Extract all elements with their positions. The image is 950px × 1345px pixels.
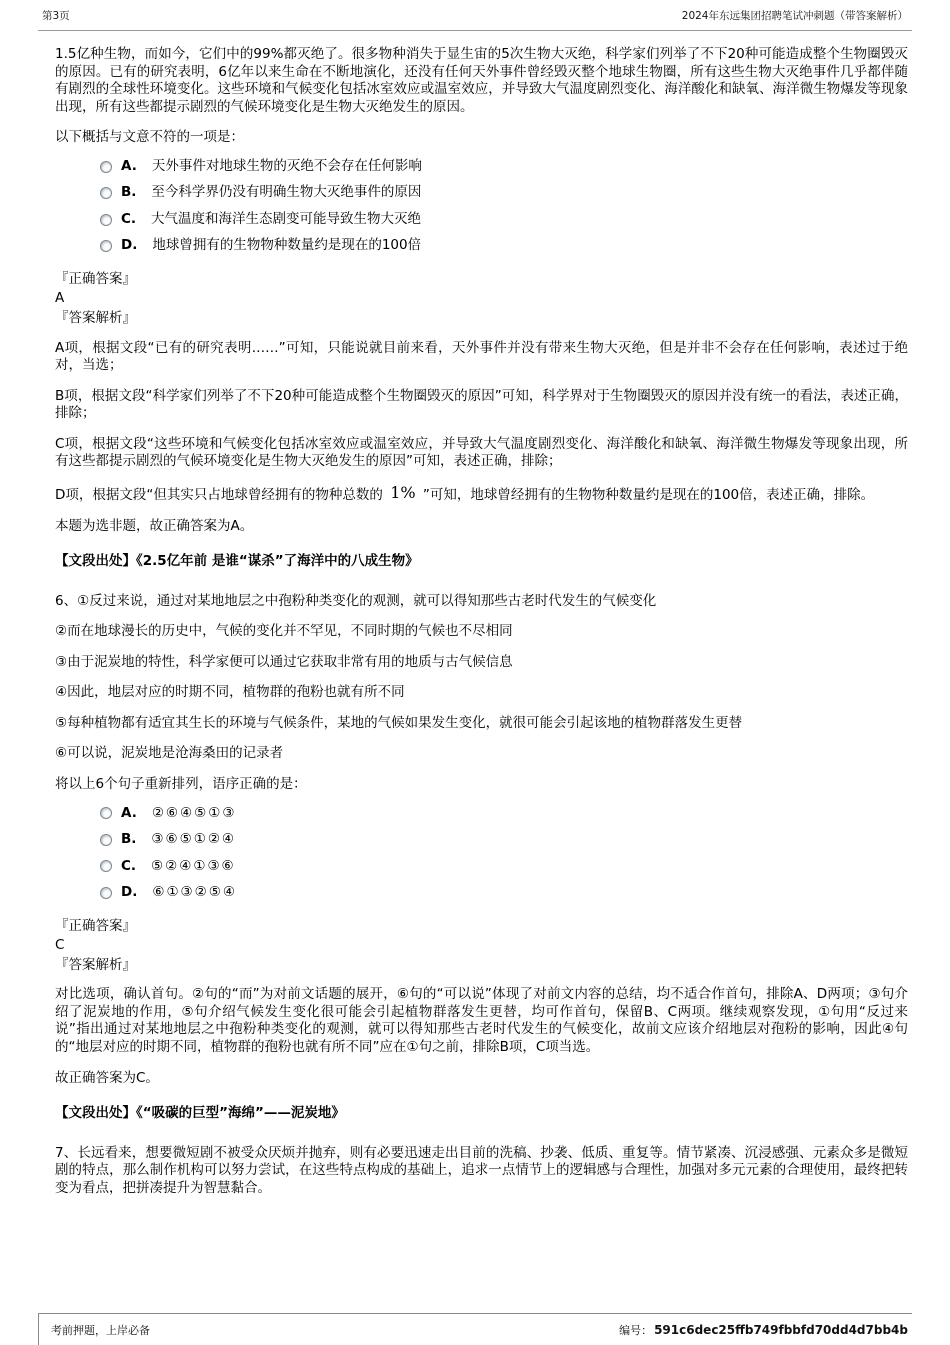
q5-analysis-a: A项，根据文段“已有的研究表明……”可知，只能说就目前来看，天外事件并没有带来生物大灭绝，但是并非不会存在任何影响，表述过于绝对，当选； bbox=[55, 339, 908, 374]
q5-analysis-c: C项，根据文段“这些环境和气候变化包括冰室效应或温室效应，并导致大气温度剧烈变化、海洋酸化和缺氧、海洋微生物爆发等现象出现，所有这些都提示剧烈的气候环境变化是生物大灭绝发生的原因”可知，表述正确，排除； bbox=[55, 435, 908, 470]
q6-sentence-1: 6、①反过来说，通过对某地地层之中孢粉种类变化的观测，就可以得知那些古老时代发生的气候变化 bbox=[55, 592, 657, 609]
q6-sentence-4: ④因此，地层对应的时期不同，植物群的孢粉也就有所不同 bbox=[55, 684, 405, 701]
q6-option-c-radio[interactable] bbox=[100, 860, 112, 872]
option-text: ⑤②④①③⑥ bbox=[151, 857, 236, 874]
q6-option-b-radio[interactable] bbox=[100, 834, 112, 846]
q5-option-c[interactable] bbox=[100, 211, 908, 229]
q5-analysis-d-post: ”可知，地球曾经拥有的生物物种数量约是现在的100倍，表述正确，排除。 bbox=[422, 486, 875, 503]
q6-source bbox=[55, 1105, 908, 1123]
page-footer bbox=[38, 1313, 912, 1345]
option-text: ③⑥⑤①②④ bbox=[151, 831, 237, 848]
q5-source-title: 《2.5亿年前 是谁“谋杀”了海洋中的八成生物》 bbox=[136, 553, 419, 570]
q6-options bbox=[55, 805, 908, 902]
option-text: 至今科学界仍没有明确生物大灭绝事件的原因 bbox=[151, 184, 422, 201]
option-label: A. bbox=[121, 804, 137, 821]
q6-option-a-radio[interactable] bbox=[100, 807, 112, 819]
option-text: ②⑥④⑤①③ bbox=[151, 804, 237, 821]
q5-passage: 1.5亿种生物，而如今，它们中的99%都灭绝了。很多物种消失于显生宙的5次生物大灭绝，科学家们列举了不下20种可能造成整个生物圈毁灭的原因。已有的研究表明，6亿年以来生命在不断地演化，还没有任何天外事件曾经毁灭整个地球生物圈，所有这些生物大灭绝事件几乎都伴随有剧烈的全球性环境变化。这些环境和气候变化包括冰室效应或温室效应，并导致大气温度剧烈变化、海洋酸化和缺氧、海洋微生物爆发等现象出现，所有这些都提示剧烈的气候环境变化是生物大灭绝发生的原因。 bbox=[55, 46, 908, 115]
q5-answer-value: A bbox=[55, 290, 65, 307]
q6-option-d[interactable] bbox=[100, 884, 908, 902]
page-header bbox=[38, 8, 912, 31]
q6-option-a[interactable] bbox=[100, 805, 908, 823]
q5-analysis-d-formula: 1% bbox=[390, 482, 416, 502]
q6-option-b[interactable] bbox=[100, 831, 908, 849]
page-number: 第3页 bbox=[42, 10, 70, 22]
q6-sentence-2: ②而在地球漫长的历史中，气候的变化并不罕见，不同时期的气候也不尽相同 bbox=[55, 623, 513, 640]
option-label: C. bbox=[121, 857, 137, 874]
q5-analysis-label: 『答案解析』 bbox=[55, 310, 136, 327]
option-label: C. bbox=[121, 210, 137, 227]
footer-slogan: 考前押题，上岸必备 bbox=[38, 1314, 162, 1345]
q6-sentence-6: ⑥可以说，泥炭地是沧海桑田的记录者 bbox=[55, 745, 284, 762]
q5-answer-label: 『正确答案』 bbox=[55, 270, 136, 287]
doc-serial bbox=[619, 1322, 912, 1338]
q6-option-c[interactable] bbox=[100, 858, 908, 876]
q5-option-b[interactable] bbox=[100, 184, 908, 202]
q5-stem: 以下概括与文意不符的一项是： bbox=[55, 129, 244, 146]
q5-analysis-d bbox=[55, 484, 908, 505]
q6-stem: 将以上6个句子重新排列，语序正确的是： bbox=[55, 776, 307, 793]
option-label: D. bbox=[121, 884, 138, 901]
option-text: 天外事件对地球生物的灭绝不会存在任何影响 bbox=[151, 157, 422, 174]
q6-option-d-radio[interactable] bbox=[100, 887, 112, 899]
q6-sentence-3: ③由于泥炭地的特性，科学家便可以通过它获取非常有用的地质与古气候信息 bbox=[55, 653, 513, 670]
q6-analysis: 对比选项，确认首句。②句的“而”为对前文话题的展开，⑥句的“可以说”体现了对前文内容的总结，均不适合作首句，排除A、D两项；③句介绍了泥炭地的作用，⑤句介绍气候发生变化很可能会引起植物群落发生更替，均可作首句，保留B、C两项。继续观察发现，①句用“反过来说”指出通过对某地地层之中孢粉种类变化的观测，就可以得知那些古老时代发生的气候变化，故前文应该介绍地层对孢粉的影响，因此④句的“地层对应的时期不同，植物群的孢粉也就有所不同”应在①句之前，排除B项，C项当选。 bbox=[55, 986, 908, 1056]
q6-conclusion: 故正确答案为C。 bbox=[55, 1069, 159, 1086]
option-label: B. bbox=[121, 184, 137, 201]
q5-conclusion: 本题为选非题，故正确答案为A。 bbox=[55, 517, 254, 534]
doc-serial-value: 591c6dec25ffb749fbbfd70dd4d7bb4b bbox=[654, 1322, 908, 1337]
q6-answer-value: C bbox=[55, 937, 65, 954]
q6-analysis-label: 『答案解析』 bbox=[55, 956, 136, 973]
document-body bbox=[55, 46, 908, 1210]
q5-analysis-b: B项，根据文段“科学家们列举了不下20种可能造成整个生物圈毁灭的原因”可知，科学界对于生物圈毁灭的原因并没有统一的看法，表述正确，排除； bbox=[55, 387, 908, 422]
q5-source-label: 【文段出处】 bbox=[55, 553, 136, 570]
option-text: 地球曾拥有的生物物种数量约是现在的100倍 bbox=[152, 237, 422, 254]
option-label: A. bbox=[121, 157, 137, 174]
option-text: 大气温度和海洋生态剧变可能导致生物大灭绝 bbox=[151, 210, 422, 227]
q5-options bbox=[55, 158, 908, 255]
q5-option-d[interactable] bbox=[100, 237, 908, 255]
q7-text: 7、长远看来，想要微短剧不被受众厌烦并抛弃，则有必要迅速走出目前的洗稿、抄袭、低质、重复等。情节紧凑、沉浸感强、元素众多是微短剧的特点，那么制作机构可以努力尝试，在这些特点构成的基础上，追求一点情节上的逻辑感与合理性，加强对多元元素的合理使用，最终把转变为看点，把拼凑提升为智慧黏合。 bbox=[55, 1144, 908, 1196]
q6-sentence-5: ⑤每种植物都有适宜其生长的环境与气候条件，某地的气候如果发生变化，就很可能会引起该地的植物群落发生更替 bbox=[55, 714, 743, 731]
option-text: ⑥①③②⑤④ bbox=[152, 884, 237, 901]
q5-option-b-radio[interactable] bbox=[100, 187, 112, 199]
q6-source-title: 《“吸碳的巨型”海绵”——泥炭地》 bbox=[136, 1105, 345, 1122]
option-label: B. bbox=[121, 831, 137, 848]
doc-title: 2024年东远集团招聘笔试冲刺题（带答案解析） bbox=[681, 10, 908, 22]
q5-analysis-d-pre: D项，根据文段“但其实只占地球曾经拥有的物种总数的 bbox=[55, 486, 383, 503]
q5-option-c-radio[interactable] bbox=[100, 214, 112, 226]
q5-option-a-radio[interactable] bbox=[100, 161, 112, 173]
option-label: D. bbox=[121, 237, 138, 254]
q5-option-a[interactable] bbox=[100, 158, 908, 176]
q5-option-d-radio[interactable] bbox=[100, 240, 112, 252]
doc-serial-label: 编号： bbox=[619, 1323, 653, 1337]
q5-source bbox=[55, 553, 908, 571]
q6-source-label: 【文段出处】 bbox=[55, 1105, 136, 1122]
q6-answer-label: 『正确答案』 bbox=[55, 917, 136, 934]
